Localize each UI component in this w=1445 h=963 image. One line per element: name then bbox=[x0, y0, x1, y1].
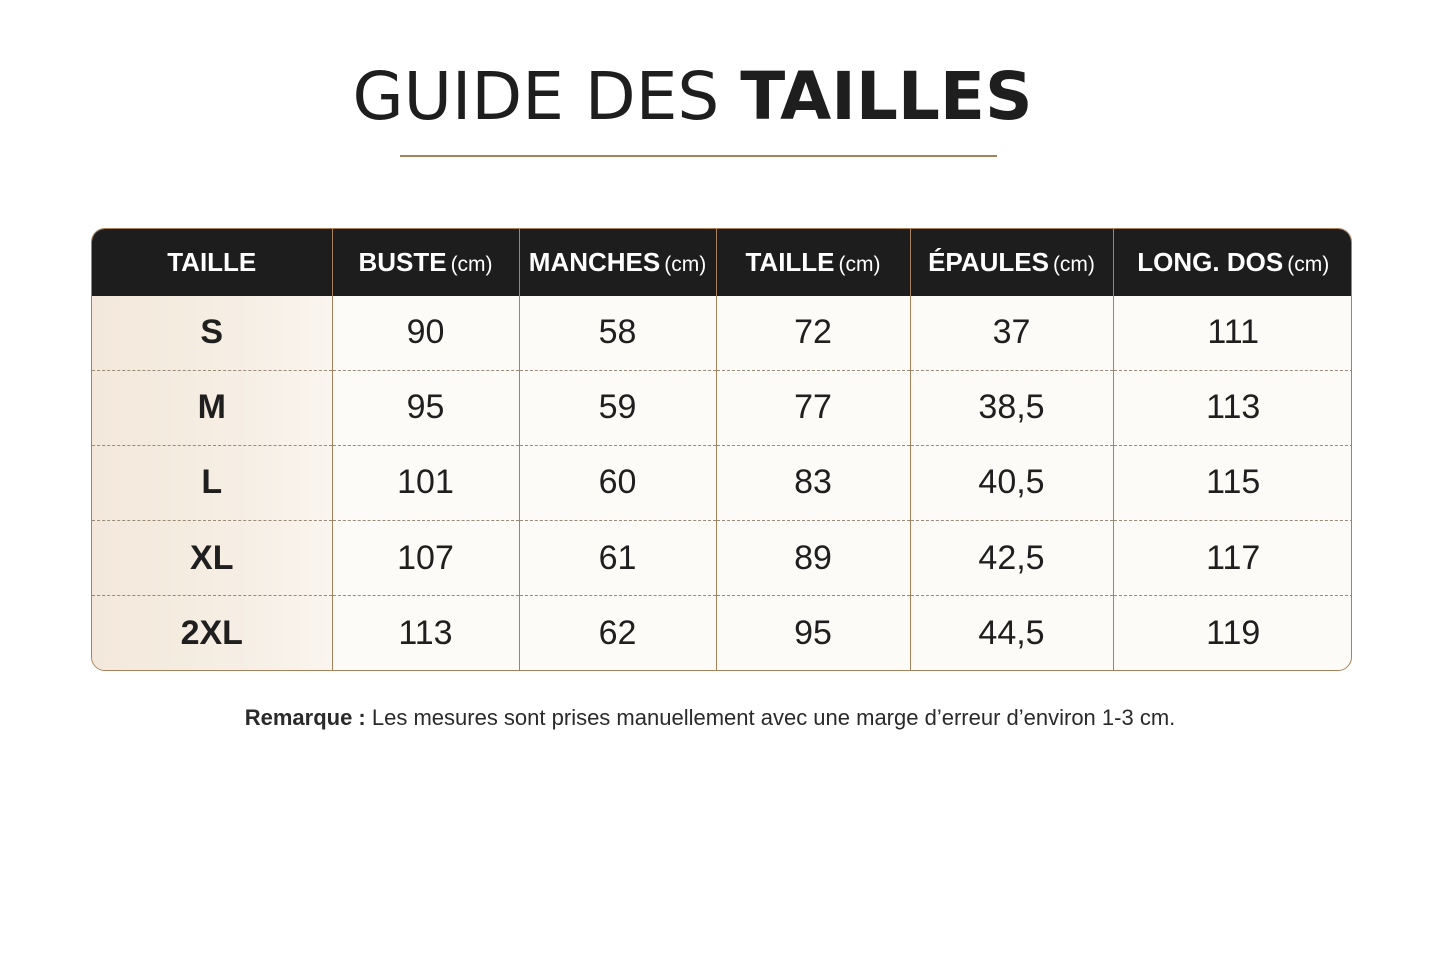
measurement-note bbox=[0, 705, 1420, 731]
table-cell: 58 bbox=[519, 296, 716, 370]
table-cell: 111 bbox=[1113, 296, 1352, 370]
table-cell: 115 bbox=[1113, 445, 1352, 520]
header-unit: (cm) bbox=[450, 253, 493, 276]
table-cell: 107 bbox=[332, 521, 519, 596]
header-unit: (cm) bbox=[664, 253, 707, 276]
table-cell: 113 bbox=[1113, 370, 1352, 445]
header-long-dos bbox=[1113, 229, 1352, 296]
page-title bbox=[0, 58, 1385, 135]
table-cell: 83 bbox=[716, 445, 910, 520]
table-cell: 101 bbox=[332, 445, 519, 520]
table-cell: 60 bbox=[519, 445, 716, 520]
table-cell: 62 bbox=[519, 596, 716, 670]
table-cell: 90 bbox=[332, 296, 519, 370]
size-table-container bbox=[91, 228, 1352, 671]
table-cell: 59 bbox=[519, 370, 716, 445]
table-cell: 38,5 bbox=[910, 370, 1113, 445]
table-cell: 72 bbox=[716, 296, 910, 370]
table-cell: 40,5 bbox=[910, 445, 1113, 520]
table-cell: 95 bbox=[716, 596, 910, 670]
note-label: Remarque : bbox=[244, 705, 366, 730]
size-cell: S bbox=[92, 296, 332, 370]
header-tour-taille bbox=[716, 229, 910, 296]
header-label: ÉPAULES bbox=[928, 247, 1049, 277]
table-cell: 89 bbox=[716, 521, 910, 596]
size-cell: L bbox=[92, 445, 332, 520]
size-table bbox=[92, 229, 1352, 670]
header-unit: (cm) bbox=[1052, 253, 1095, 276]
note-text: Les mesures sont prises manuellement avec une marge d’erreur d’environ 1-3 cm. bbox=[365, 705, 1176, 730]
header-unit: (cm) bbox=[838, 253, 881, 276]
header-label: LONG. DOS bbox=[1137, 247, 1284, 277]
table-row bbox=[92, 596, 1352, 670]
table-row bbox=[92, 370, 1352, 445]
page-title-bold: TAILLES bbox=[740, 58, 1033, 135]
table-cell: 119 bbox=[1206, 613, 1261, 652]
table-cell: 117 bbox=[1113, 521, 1352, 596]
table-header-row bbox=[92, 229, 1352, 296]
header-label: TAILLE bbox=[745, 247, 835, 277]
size-cell: 2XL bbox=[92, 596, 332, 670]
table-cell: 42,5 bbox=[910, 521, 1113, 596]
page-title-light: GUIDE DES bbox=[352, 58, 741, 135]
header-taille bbox=[92, 229, 332, 296]
header-epaules bbox=[910, 229, 1113, 296]
header-unit: (cm) bbox=[1287, 253, 1330, 276]
table-row bbox=[92, 445, 1352, 520]
table-cell: 95 bbox=[332, 370, 519, 445]
table-cell: 44,5 bbox=[910, 596, 1113, 670]
table-cell: 37 bbox=[910, 296, 1113, 370]
title-divider bbox=[400, 155, 997, 157]
header-label: BUSTE bbox=[358, 247, 447, 277]
header-buste bbox=[332, 229, 519, 296]
size-cell: XL bbox=[92, 521, 332, 596]
header-manches bbox=[519, 229, 716, 296]
table-row bbox=[92, 296, 1352, 370]
table-row bbox=[92, 521, 1352, 596]
table-cell: 113 bbox=[332, 596, 519, 670]
header-label: MANCHES bbox=[528, 247, 661, 277]
header-label: TAILLE bbox=[167, 247, 257, 277]
table-cell: 77 bbox=[716, 370, 910, 445]
table-cell: 61 bbox=[519, 521, 716, 596]
size-cell: M bbox=[92, 370, 332, 445]
